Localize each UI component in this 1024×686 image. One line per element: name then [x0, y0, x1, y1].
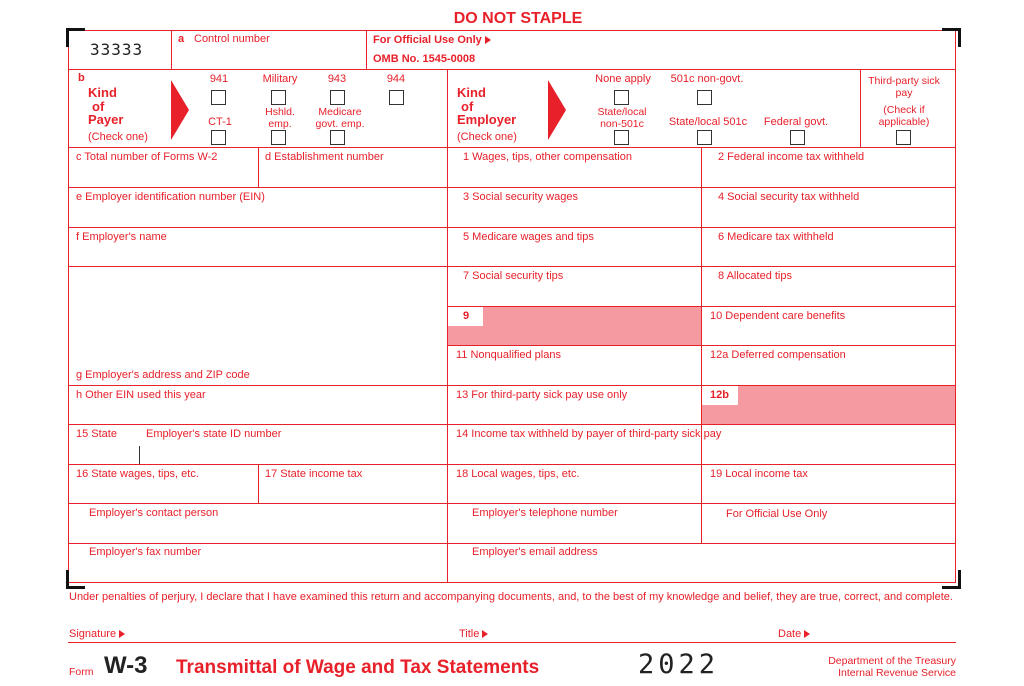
field-telephone[interactable]: Employer's telephone number: [472, 507, 618, 519]
employer-check-one: (Check one): [457, 131, 517, 143]
do-not-staple: DO NOT STAPLE: [453, 10, 583, 27]
box-9[interactable]: 9: [463, 310, 470, 322]
checkbox-third-party-sick-pay[interactable]: [896, 130, 911, 145]
field-f[interactable]: f Employer's name: [76, 231, 167, 243]
checkbox-none-apply[interactable]: [614, 90, 629, 105]
field-contact-person[interactable]: Employer's contact person: [89, 507, 219, 519]
irs-label: Internal Revenue Service: [838, 667, 956, 679]
box-1[interactable]: 1 Wages, tips, other compensation: [463, 151, 632, 163]
checkbox-943[interactable]: [330, 90, 345, 105]
box-8[interactable]: 8 Allocated tips: [718, 270, 792, 282]
field-fax[interactable]: Employer's fax number: [89, 546, 202, 558]
box-12a[interactable]: 12a Deferred compensation: [710, 349, 846, 361]
form-year: 2022: [638, 649, 720, 680]
box-10[interactable]: 10 Dependent care benefits: [710, 310, 846, 322]
field-17[interactable]: 17 State income tax: [265, 468, 363, 480]
payer-arrow-icon: [171, 80, 189, 140]
field-15[interactable]: 15 State: [76, 428, 117, 440]
employer-arrow-icon: [548, 80, 566, 140]
checkbox-941[interactable]: [211, 90, 226, 105]
box-9-shading: [483, 307, 701, 345]
field-email[interactable]: Employer's email address: [472, 546, 598, 558]
field-state-id[interactable]: Employer's state ID number: [146, 428, 282, 440]
box-7[interactable]: 7 Social security tips: [463, 270, 564, 282]
box-12b[interactable]: 12b: [710, 389, 729, 401]
box-19[interactable]: 19 Local income tax: [710, 468, 808, 480]
field-d[interactable]: d Establishment number: [265, 151, 384, 163]
field-c[interactable]: c Total number of Forms W-2: [76, 151, 218, 163]
checkbox-state-local-501c[interactable]: [697, 130, 712, 145]
box-2[interactable]: 2 Federal income tax withheld: [718, 151, 865, 163]
kind-of-employer-title: Kind of Employer: [457, 85, 517, 127]
omb-number: OMB No. 1545-0008: [373, 53, 476, 65]
checkbox-military[interactable]: [271, 90, 286, 105]
perjury-statement: Under penalties of perjury, I declare that I have examined this return and accompanying documents, and, to the best of my knowledge and belief, they are true, correct, and complete.: [69, 591, 953, 603]
control-letter: a: [178, 33, 185, 45]
box-4[interactable]: 4 Social security tax withheld: [718, 191, 860, 203]
form-title: Transmittal of Wage and Tax Statements: [176, 657, 540, 678]
signature-label: Signature: [69, 628, 125, 641]
box-18[interactable]: 18 Local wages, tips, etc.: [456, 468, 580, 480]
box-6[interactable]: 6 Medicare tax withheld: [718, 231, 834, 243]
field-official-use-2: For Official Use Only: [726, 508, 828, 520]
field-g[interactable]: g Employer's address and ZIP code: [76, 369, 250, 381]
third-party-sick-pay-label: Third-party sick pay: [868, 75, 940, 99]
checkbox-hshld-emp[interactable]: [271, 130, 286, 145]
checkbox-state-local-non-501c[interactable]: [614, 130, 629, 145]
box-13[interactable]: 13 For third-party sick pay use only: [456, 389, 628, 401]
form-code: 33333: [90, 40, 144, 59]
box-12b-shading: [738, 386, 955, 424]
kind-of-payer-title: Kind of Payer: [88, 85, 124, 127]
checkbox-medicare-govt-emp[interactable]: [330, 130, 345, 145]
control-number-label: Control number: [194, 33, 270, 45]
box-14[interactable]: 14 Income tax withheld by payer of third-party sick pay: [456, 428, 722, 440]
checkbox-ct1[interactable]: [211, 130, 226, 145]
checkbox-federal-govt[interactable]: [790, 130, 805, 145]
payer-letter: b: [78, 72, 85, 84]
box-3[interactable]: 3 Social security wages: [463, 191, 578, 203]
field-16[interactable]: 16 State wages, tips, etc.: [76, 468, 199, 480]
checkbox-944[interactable]: [389, 90, 404, 105]
official-use-label: For Official Use Only: [373, 34, 491, 47]
checkbox-501c-non-govt[interactable]: [697, 90, 712, 105]
box-11[interactable]: 11 Nonqualified plans: [456, 349, 561, 361]
form-label: Form: [69, 666, 94, 678]
dept-treasury: Department of the Treasury: [828, 655, 956, 667]
payer-check-one: (Check one): [88, 131, 148, 143]
form-name: W-3: [104, 652, 148, 679]
field-e[interactable]: e Employer identification number (EIN): [76, 191, 265, 203]
field-h[interactable]: h Other EIN used this year: [76, 389, 206, 401]
box-5[interactable]: 5 Medicare wages and tips: [463, 231, 594, 243]
date-label: Date: [778, 628, 810, 641]
title-label: Title: [459, 628, 488, 641]
